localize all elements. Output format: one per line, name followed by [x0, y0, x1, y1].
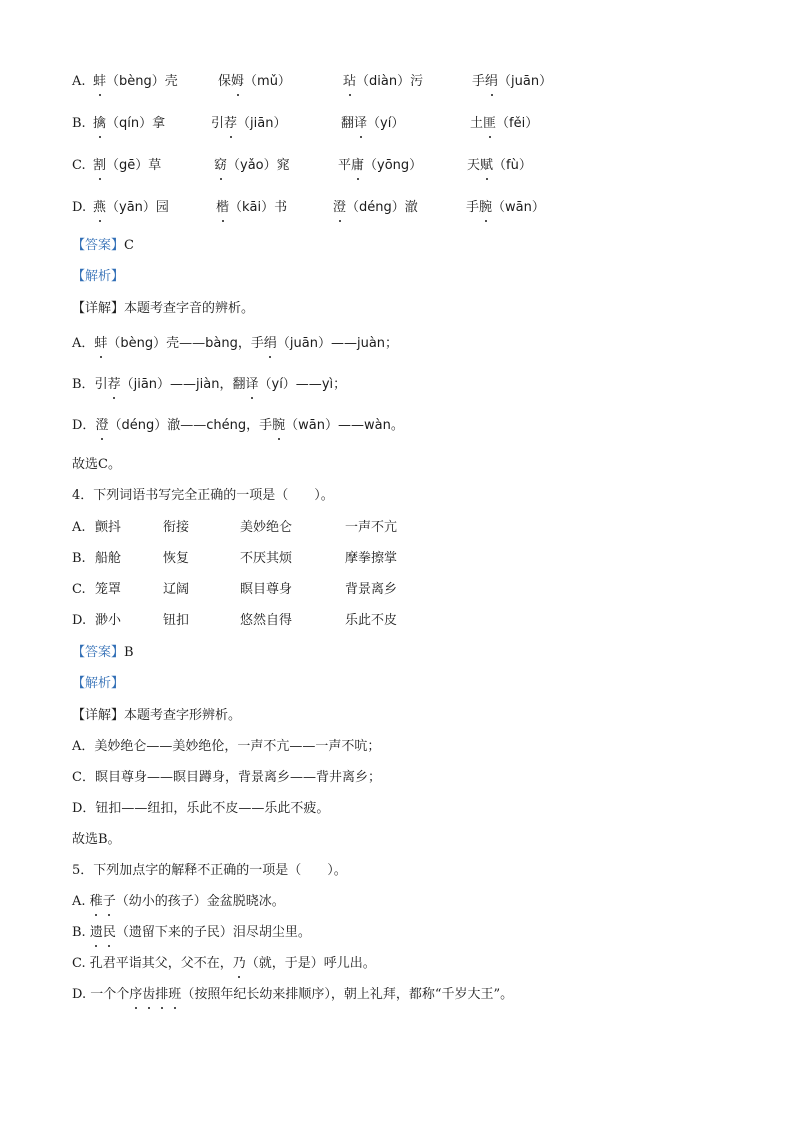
q4-detail — [72, 706, 241, 726]
pinyin: jiàn， — [196, 377, 233, 392]
option-letter: B. — [72, 116, 86, 131]
word-part: 澈 — [404, 200, 418, 215]
dotted-char: 荐 — [108, 375, 121, 395]
text-part: 壳—— — [166, 336, 206, 351]
line-prefix: B． — [72, 377, 95, 392]
pinyin: （mǔ） — [244, 74, 291, 89]
pinyin: （juān） — [498, 74, 553, 89]
line-prefix: D． — [72, 418, 96, 433]
pinyin: （kāi） — [229, 200, 275, 215]
word: 笼罩 — [95, 582, 122, 597]
dotted-char: 赋 — [480, 156, 493, 176]
dotted-char: 排 — [155, 985, 168, 1005]
text-part: 翻 — [232, 377, 246, 392]
word — [333, 198, 418, 218]
dotted-char: 腕 — [479, 198, 492, 218]
option-text: （就，于是）呼儿出。 — [245, 956, 376, 971]
dotted-char: 姆 — [231, 72, 244, 92]
dotted-char: 燕 — [93, 198, 106, 218]
pinyin: （bèng） — [106, 74, 165, 89]
option-text: 一个个 — [90, 987, 130, 1002]
word-part: 壳 — [164, 74, 178, 89]
pinyin: （gē） — [106, 158, 149, 173]
pinyin: （bèng） — [107, 336, 167, 351]
word — [472, 72, 552, 92]
dotted-char: 蚌 — [93, 72, 106, 92]
text-part: 澈—— — [167, 418, 207, 433]
pinyin: （jiān）—— — [120, 377, 197, 392]
option-letter: C. — [72, 956, 86, 971]
word: 摩拳擦掌 — [345, 551, 398, 566]
dotted-char: 荐 — [224, 114, 237, 134]
dotted-char: 腕 — [272, 416, 285, 436]
q5-option-d — [72, 985, 513, 1005]
word: 悠然自得 — [240, 613, 293, 628]
pinyin: bàng， — [205, 336, 251, 351]
word-part: 草 — [148, 158, 162, 173]
q5-option-b — [72, 923, 311, 943]
word — [214, 156, 290, 176]
pinyin: （juān）—— — [276, 336, 357, 351]
option-letter: A. — [72, 74, 86, 89]
pinyin: （yǎo） — [227, 158, 277, 173]
word-part: 土 — [470, 116, 484, 131]
word: 一声不亢 — [345, 520, 398, 535]
pinyin: （fěi） — [496, 116, 539, 131]
q4-stem: 4．下列词语书写完全正确的一项是（ ）。 — [72, 488, 334, 503]
answer-value: C — [124, 238, 134, 253]
pinyin: （yí） — [367, 116, 405, 131]
word: 颤抖 — [95, 520, 122, 535]
word: 背景离乡 — [345, 582, 398, 597]
word-part: 手 — [466, 200, 480, 215]
text-part: 手 — [259, 418, 273, 433]
dotted-char: 班 — [168, 985, 181, 1005]
word: 不厌其烦 — [240, 551, 293, 566]
option-text: （幼小的孩子）金盆脱晓冰。 — [115, 894, 285, 909]
word: 乐此不皮 — [345, 613, 398, 628]
pinyin: （wān） — [492, 200, 545, 215]
word-part: 窕 — [276, 158, 290, 173]
word — [93, 156, 161, 176]
line-prefix: A． — [72, 336, 95, 351]
q3-explain-line — [72, 375, 346, 395]
q4-analysis-label: 【解析】 — [72, 676, 125, 691]
dotted-char: 割 — [93, 156, 106, 176]
word-part: 书 — [274, 200, 288, 215]
option-letter: D. — [72, 987, 87, 1002]
word-part: 污 — [410, 74, 424, 89]
q3-explain-line — [72, 334, 398, 354]
pinyin: （qín） — [106, 116, 153, 131]
word-part: 园 — [155, 200, 169, 215]
detail-label: 【详解】 — [72, 708, 125, 723]
detail-text: 本题考查字音的辨析。 — [124, 301, 255, 316]
dotted-char: 擒 — [93, 114, 106, 134]
dotted-char: 玷 — [343, 72, 356, 92]
pinyin: （diàn） — [356, 74, 411, 89]
q3-analysis-label: 【解析】 — [72, 269, 125, 284]
word: 辽阔 — [163, 582, 190, 597]
word: 恢复 — [163, 551, 190, 566]
pinyin: chéng， — [206, 418, 260, 433]
pinyin: （déng） — [346, 200, 405, 215]
word-part: 翻 — [341, 116, 355, 131]
dotted-char: 楷 — [216, 198, 229, 218]
word — [341, 114, 404, 134]
word — [467, 156, 532, 176]
q4-answer — [72, 643, 134, 663]
dotted-char: 澄 — [333, 198, 346, 218]
dotted-char: 庸 — [351, 156, 364, 176]
option-letter: A. — [72, 894, 86, 909]
pinyin: （fù） — [493, 158, 532, 173]
word: 美妙绝仑 — [240, 520, 293, 535]
q4-explain-line: A．美妙绝仑——美妙绝伦，一声不亢——一声不吭； — [72, 739, 381, 754]
q5-option-a — [72, 892, 285, 912]
option-text: （遗留下来的子民）泪尽胡尘里。 — [115, 925, 311, 940]
pinyin: （wān）—— — [285, 418, 364, 433]
dotted-char: 匪 — [483, 114, 496, 134]
word: 瞑目尊身 — [240, 582, 293, 597]
dotted-char: 绢 — [264, 334, 277, 354]
word: 船舱 — [95, 551, 122, 566]
dotted-char: 稚 — [90, 892, 103, 912]
q5-stem: 5．下列加点字的解释不正确的一项是（ ）。 — [72, 863, 347, 878]
word: 钮扣 — [163, 613, 190, 628]
pinyin: juàn； — [356, 336, 399, 351]
word — [466, 198, 545, 218]
word-part: 保 — [218, 74, 232, 89]
option-letter: D. — [72, 200, 87, 215]
q3-detail — [72, 299, 254, 319]
dotted-char: 乃 — [233, 954, 246, 974]
word: 衔接 — [163, 520, 190, 535]
answer-label: 【答案】 — [72, 238, 125, 253]
word — [470, 114, 538, 134]
dotted-char: 齿 — [142, 985, 155, 1005]
word-part: 平 — [338, 158, 352, 173]
word-part: 手 — [472, 74, 486, 89]
word — [93, 114, 165, 134]
answer-label: 【答案】 — [72, 645, 125, 660]
word: 渺小 — [95, 613, 122, 628]
word — [93, 72, 178, 92]
pinyin: （yōng） — [364, 158, 423, 173]
detail-text: 本题考查字形辨析。 — [124, 708, 242, 723]
dotted-char: 子 — [103, 892, 116, 912]
option-letter: D. — [72, 613, 87, 628]
q4-conclusion: 故选B。 — [72, 832, 121, 847]
word — [93, 198, 169, 218]
q3-conclusion: 故选C。 — [72, 457, 121, 472]
option-letter: C. — [72, 158, 86, 173]
word-part: 天 — [467, 158, 481, 173]
dotted-char: 窈 — [214, 156, 227, 176]
word — [218, 72, 291, 92]
pinyin: （yān） — [106, 200, 156, 215]
q4-explain-line: D．钮扣——纽扣，乐此不皮——乐此不疲。 — [72, 801, 330, 816]
dotted-char: 绢 — [485, 72, 498, 92]
text-part: 引 — [94, 377, 108, 392]
pinyin: （yí）—— — [258, 377, 322, 392]
q4-explain-line: C．瞑目尊身——瞑目蹲身，背景离乡——背井离乡； — [72, 770, 381, 785]
pinyin: wàn。 — [363, 418, 404, 433]
word-part: 引 — [211, 116, 225, 131]
answer-value: B — [124, 645, 134, 660]
option-text: （按照年纪长幼来排顺序），朝上礼拜，都称“千岁大王”。 — [181, 987, 514, 1002]
dotted-char: 序 — [129, 985, 142, 1005]
q3-explain-line — [72, 416, 404, 436]
dotted-char: 遗 — [90, 923, 103, 943]
word — [211, 114, 286, 134]
detail-label: 【详解】 — [72, 301, 125, 316]
pinyin: yì； — [321, 377, 347, 392]
q3-answer — [72, 236, 134, 256]
word — [216, 198, 287, 218]
dotted-char: 澄 — [95, 416, 108, 436]
word — [343, 72, 423, 92]
dotted-char: 译 — [245, 375, 258, 395]
q5-option-c — [72, 954, 376, 974]
word — [338, 156, 422, 176]
dotted-char: 译 — [354, 114, 367, 134]
word-part: 拿 — [152, 116, 166, 131]
dotted-char: 蚌 — [94, 334, 107, 354]
option-text: 孔君平诣其父，父不在， — [89, 956, 233, 971]
pinyin: （jiān） — [237, 116, 287, 131]
pinyin: （déng） — [108, 418, 168, 433]
text-part: 手 — [250, 336, 264, 351]
dotted-char: 民 — [103, 923, 116, 943]
option-letter: B. — [72, 925, 86, 940]
option-letter: C. — [72, 582, 86, 597]
option-letter: A. — [72, 520, 86, 535]
option-letter: B. — [72, 551, 86, 566]
